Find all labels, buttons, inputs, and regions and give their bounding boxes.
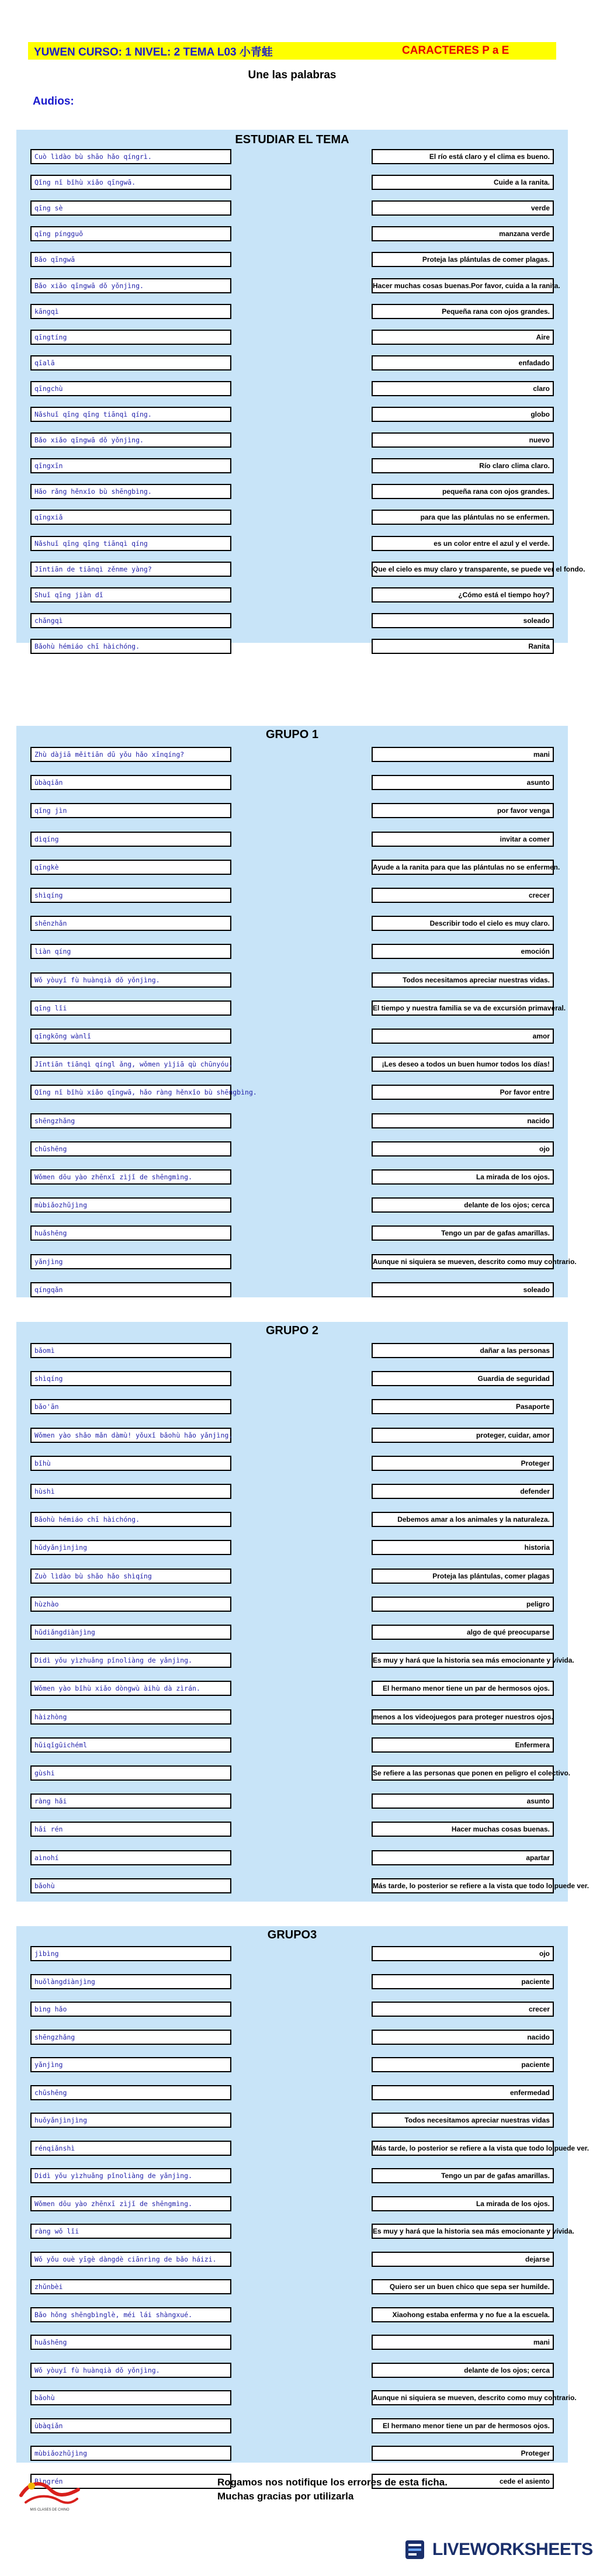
pinyin-box[interactable]: ùbàqiǎn (30, 2418, 231, 2433)
pinyin-box[interactable]: Wǒ yòuyǐ fù huànqià dǒ yǒnjìng. (30, 972, 231, 988)
pinyin-box[interactable]: yǎnjìng (30, 1254, 231, 1269)
answer-box[interactable]: globo (372, 407, 554, 422)
match-row (16, 2168, 568, 2186)
match-row (16, 972, 568, 990)
worksheet-topic: CARACTERES P a E (402, 44, 509, 57)
answer-box[interactable]: El hermano menor tiene un par de hermosos ojos. (372, 2418, 554, 2433)
answer-box[interactable]: Describir todo el cielo es muy claro. (372, 916, 554, 931)
pinyin-box[interactable]: shēnzhǎn (30, 916, 231, 931)
pinyin-box[interactable]: hǎi rén (30, 1822, 231, 1837)
answer-box[interactable]: nuevo (372, 432, 554, 448)
pinyin-box[interactable]: dìqíng (30, 832, 231, 847)
answer-box[interactable]: verde (372, 200, 554, 216)
match-row (16, 1737, 568, 1755)
match-row (16, 1709, 568, 1727)
answer-box[interactable]: Más tarde, lo posterior se refiere a la vista que todo lo puede ver. (372, 2141, 554, 2156)
match-row (16, 1113, 568, 1131)
match-row (16, 1282, 568, 1300)
section-title: GRUPO 1 (265, 728, 319, 741)
answer-box[interactable]: Ayude a la ranita para que las plántulas no se enfermen. (372, 860, 554, 875)
answer-box[interactable]: La mirada de los ojos. (372, 2196, 554, 2211)
pinyin-box[interactable]: Bǎo qīngwā (30, 252, 231, 267)
pinyin-box[interactable]: zhǔnbèi (30, 2279, 231, 2294)
match-row (16, 1625, 568, 1642)
match-row (16, 2002, 568, 2019)
pinyin-box[interactable]: liàn qíng (30, 944, 231, 959)
pinyin-box[interactable]: shìqíng (30, 888, 231, 903)
match-row (16, 252, 568, 269)
pinyin-box[interactable]: bǎohù (30, 1878, 231, 1893)
answer-box[interactable]: Pasaporte (372, 1399, 554, 1414)
answer-box[interactable]: nacido (372, 1113, 554, 1128)
answer-box[interactable]: Más tarde, lo posterior se refiere a la vista que todo lo puede ver. (372, 1878, 554, 1893)
answer-box[interactable]: es un color entre el azul y el verde. (372, 536, 554, 551)
liveworksheets-brand[interactable] (403, 2535, 593, 2564)
match-row (16, 1974, 568, 1992)
answer-box[interactable]: emoción (372, 944, 554, 959)
match-row (16, 149, 568, 167)
answer-box[interactable]: mani (372, 2335, 554, 2350)
answer-box[interactable]: delante de los ojos; cerca (372, 1197, 554, 1213)
match-row (16, 2418, 568, 2436)
answer-box[interactable]: asunto (372, 775, 554, 790)
answer-box[interactable]: Hacer muchas cosas buenas.Por favor, cuida a la ranita. (372, 278, 554, 293)
match-row (16, 200, 568, 218)
match-row (16, 562, 585, 579)
match-row (16, 1000, 568, 1018)
section-title: ESTUDIAR EL TEMA (235, 133, 349, 146)
pinyin-box[interactable]: shìqíng (30, 1371, 231, 1386)
answer-box[interactable]: menos a los videojuegos para proteger nuestros ojos. (372, 1709, 554, 1725)
pinyin-box[interactable]: qíngqǎn (30, 1282, 231, 1297)
answer-box[interactable]: enfermedad (372, 2085, 554, 2100)
section-title: GRUPO3 (267, 1928, 317, 1941)
answer-box[interactable]: Proteger (372, 1456, 554, 1471)
match-row (16, 355, 568, 373)
pinyin-box[interactable]: kāngqì (30, 304, 231, 319)
pinyin-box[interactable]: qīngkè (30, 860, 231, 875)
pinyin-box[interactable]: huǒlàngdiànjìng (30, 1974, 231, 1989)
pinyin-box[interactable]: yǎnjìng (30, 2057, 231, 2072)
answer-box[interactable]: paciente (372, 2057, 554, 2072)
pinyin-box[interactable]: Jīntiān de tiānqì zěnme yàng? (30, 562, 231, 577)
match-row (16, 916, 568, 933)
pinyin-box[interactable]: Nǎshuǐ qīng qīng tiānqì qíng (30, 536, 231, 551)
pinyin-box[interactable]: Wǒmen dōu yào zhēnxī zìjǐ de shēngmìng. (30, 1169, 231, 1185)
answer-box[interactable]: dejarse (372, 2252, 554, 2267)
pinyin-box[interactable]: chǎngqì (30, 613, 231, 628)
match-row (16, 1343, 568, 1360)
section-3 (16, 1322, 589, 1902)
pinyin-box[interactable]: hùzhào (30, 1597, 231, 1612)
match-row (16, 432, 568, 450)
pinyin-box[interactable]: bǎo'ān (30, 1399, 231, 1414)
brand-name: LIVEWORKSHEETS (432, 2540, 593, 2559)
error-notice: Rogamos nos notifique los errores de esta ficha. (217, 2477, 448, 2488)
match-row (16, 407, 568, 424)
answer-box[interactable]: Quiero ser un buen chico que sepa ser humilde. (372, 2279, 554, 2294)
match-row (16, 1597, 568, 1614)
match-row (16, 2446, 568, 2463)
match-row (16, 1822, 568, 1839)
match-row (16, 1850, 568, 1868)
pinyin-box[interactable]: Shuǐ qīng jiàn dǐ (30, 587, 231, 603)
match-row (16, 1569, 568, 1586)
pinyin-box[interactable]: qīngtíng (30, 330, 231, 345)
match-row (16, 613, 568, 631)
pinyin-box[interactable]: hùshì (30, 1484, 231, 1499)
pinyin-box[interactable]: Didì yǒu yìzhuǎng pǐnoliàng de yǎnjìng. (30, 1653, 231, 1668)
answer-box[interactable]: El río está claro y el clima es bueno. (372, 149, 554, 164)
answer-box[interactable]: Pequeña rana con ojos grandes. (372, 304, 554, 319)
pinyin-box[interactable]: qīngkōng wànlǐ (30, 1029, 231, 1044)
match-row (16, 2307, 568, 2325)
answer-box[interactable]: proteger, cuidar, amor (372, 1428, 554, 1443)
pinyin-box[interactable]: Qǐng nǐ bǐhù xiǎo qīngwā. (30, 175, 231, 190)
pinyin-box[interactable]: qīalā (30, 355, 231, 371)
pinyin-box[interactable]: qīngxiǎ (30, 510, 231, 525)
match-row (16, 1793, 568, 1811)
match-row (16, 1197, 568, 1215)
pinyin-box[interactable]: bǐhù (30, 1456, 231, 1471)
match-row (16, 1681, 568, 1698)
pinyin-box[interactable]: mùbiǎozhǔjìng (30, 2446, 231, 2461)
match-row (16, 226, 568, 244)
answer-box[interactable]: Es muy y hará que la historia sea más emocionante y vívida. (372, 1653, 554, 1668)
answer-box[interactable]: Ranita (372, 639, 554, 654)
match-row (16, 2335, 568, 2352)
answer-box[interactable]: Aire (372, 330, 554, 345)
answer-box[interactable]: Es muy y hará que la historia sea más emocionante y vívida. (372, 2224, 554, 2239)
answer-box[interactable]: apartar (372, 1850, 554, 1865)
answer-box[interactable]: crecer (372, 2002, 554, 2017)
match-row (16, 587, 568, 605)
answer-box[interactable]: manzana verde (372, 226, 554, 241)
match-row (16, 1765, 571, 1783)
match-row (16, 330, 568, 347)
answer-box[interactable]: Tengo un par de gafas amarillas. (372, 2168, 554, 2183)
pinyin-box[interactable]: Bǎohù hémiáo chī hàichóng. (30, 639, 231, 654)
answer-box[interactable]: paciente (372, 1974, 554, 1989)
answer-box[interactable]: Aunque ni siquiera se mueven, descrito como muy contrario. (372, 2390, 554, 2405)
answer-box[interactable]: algo de qué preocuparse (372, 1625, 554, 1640)
pinyin-box[interactable]: Wǒmen yào bǐhù xiǎo dòngwù àihù dà zìrán. (30, 1681, 231, 1696)
match-row (16, 1512, 568, 1529)
answer-box[interactable]: enfadado (372, 355, 554, 371)
answer-box[interactable]: ¿Cómo está el tiempo hoy? (372, 587, 554, 603)
pinyin-box[interactable]: ùbàqiǎn (30, 775, 231, 790)
pinyin-box[interactable]: bǎohù (30, 2390, 231, 2405)
pinyin-box[interactable]: huǎshēng (30, 1225, 231, 1241)
match-row (16, 1484, 568, 1501)
match-row (16, 1141, 568, 1159)
pinyin-box[interactable]: ràng hǎi (30, 1793, 231, 1809)
pinyin-box[interactable]: Qǐng nǐ bǐhù xiǎo qīngwā, hǎo ràng hěnxǐo bù shēngbìng. (30, 1085, 231, 1100)
match-row (16, 944, 568, 961)
match-row (16, 1029, 568, 1046)
pinyin-box[interactable]: qīng lǐi (30, 1000, 231, 1016)
pinyin-box[interactable]: bǎomì (30, 1343, 231, 1358)
answer-box[interactable]: peligro (372, 1597, 554, 1612)
match-row (16, 2252, 568, 2269)
answer-box[interactable]: Todos necesitamos apreciar nuestras vidas. (372, 972, 554, 988)
answer-box[interactable]: Que el cielo es muy claro y transparente, se puede ver el fondo. (372, 562, 554, 577)
match-row (16, 860, 568, 877)
answer-box[interactable]: mani (372, 747, 554, 762)
answer-box[interactable]: crecer (372, 888, 554, 903)
pinyin-box[interactable]: ràng wǒ lǐi (30, 2224, 231, 2239)
answer-box[interactable]: delante de los ojos; cerca (372, 2363, 554, 2378)
pinyin-box[interactable]: Jīntiān tiānqì qíngl ǎng, wǒmen yìjiā qù chūnyóu. (30, 1057, 231, 1072)
audios-label: Audios: (33, 95, 74, 108)
match-row (16, 304, 568, 321)
answer-box[interactable]: Se refiere a las personas que ponen en peligro el colectivo. (372, 1765, 554, 1781)
pinyin-box[interactable]: Zuò lìdào bù shǎo hǎo shìqíng (30, 1569, 231, 1584)
pinyin-box[interactable]: Cuò lìdào bù shāo hǎo qíngrì. (30, 149, 231, 164)
pinyin-box[interactable]: Bǎo xiǎo qīngwā dǒ yǒnjìng. (30, 278, 231, 293)
answer-box[interactable]: Enfermera (372, 1737, 554, 1753)
match-row (16, 2224, 574, 2241)
section-1 (16, 130, 585, 650)
liveworksheets-logo-icon (403, 2538, 426, 2561)
match-row (16, 1169, 568, 1187)
match-row (16, 175, 568, 192)
match-row (16, 278, 568, 296)
pinyin-box[interactable]: Wǒmen dōu yào zhēnxī zìjǐ de shēngmìng. (30, 2196, 231, 2211)
answer-box[interactable]: Por favor entre (372, 1085, 554, 1100)
answer-box[interactable]: cede el asiento (372, 2474, 554, 2489)
pinyin-box[interactable]: Wǒ yǒu ouè yīgè dàngdè ciānrìng de bǎo háizi. (30, 2252, 231, 2267)
answer-box[interactable]: ojo (372, 1946, 554, 1961)
answer-box[interactable]: por favor venga (372, 803, 554, 818)
answer-box[interactable]: La mirada de los ojos. (372, 1169, 554, 1185)
pinyin-box[interactable]: qīng sè (30, 200, 231, 216)
match-row (16, 484, 568, 501)
answer-box[interactable]: invitar a comer (372, 832, 554, 847)
answer-box[interactable]: ojo (372, 1141, 554, 1157)
worksheet-header (28, 42, 556, 60)
pinyin-box[interactable]: shēngzhǎng (30, 2030, 231, 2045)
pinyin-box[interactable]: gùshi (30, 1765, 231, 1781)
pinyin-box[interactable]: rénqiǎnshì (30, 2141, 231, 2156)
answer-box[interactable]: Proteja las plántulas, comer plagas (372, 1569, 554, 1584)
match-row (16, 536, 568, 553)
match-row (16, 2363, 568, 2380)
pinyin-box[interactable]: Zhù dàjiā měitiān dū yǒu hǎo xīnqíng? (30, 747, 231, 762)
pinyin-box[interactable]: mùbiǎozhǔjìng (30, 1197, 231, 1213)
match-row (16, 2390, 577, 2408)
match-row (16, 2085, 568, 2103)
match-row (16, 888, 568, 905)
pinyin-box[interactable]: Wǒmen yào shǎo mǎn dàmù! yǒuxǐ bǎohù hǎo yǎnjìng. (30, 1428, 231, 1443)
answer-box[interactable]: Cuide a la ranita. (372, 175, 554, 190)
answer-box[interactable]: Aunque ni siquiera se mueven, descrito como muy contrario. (372, 1254, 554, 1269)
match-row (16, 1399, 568, 1417)
pinyin-box[interactable]: Nǎshuǐ qīng qīng tiānqì qíng. (30, 407, 231, 422)
match-row (16, 1878, 589, 1896)
match-row (16, 510, 568, 527)
pinyin-box[interactable]: Wǒ yòuyǐ fù huànqià dǒ yǒnjìng. (30, 2363, 231, 2378)
answer-box[interactable]: El hermano menor tiene un par de hermosos ojos. (372, 1681, 554, 1696)
match-row (16, 1225, 568, 1243)
match-row (16, 1653, 574, 1670)
course-info: YUWEN CURSO: 1 NIVEL: 2 TEMA L03 小青蛙 (34, 46, 273, 58)
pinyin-box[interactable]: chūshēng (30, 2085, 231, 2100)
pinyin-box[interactable]: bìng hǎo (30, 2002, 231, 2017)
match-row (16, 832, 568, 849)
pinyin-box[interactable]: shēngzhǎng (30, 1113, 231, 1128)
answer-box[interactable]: defender (372, 1484, 554, 1499)
match-row (16, 2030, 568, 2047)
match-row (16, 2141, 589, 2158)
pinyin-box[interactable]: qīng píngguǒ (30, 226, 231, 241)
match-row (16, 2057, 568, 2075)
pinyin-box[interactable]: Bǎo xiǎo qīngwā dǒ yǒnjìng. (30, 432, 231, 448)
match-row (16, 747, 568, 764)
match-row (16, 1085, 568, 1102)
svg-text:MIS CLASES DE CHINO: MIS CLASES DE CHINO (30, 2508, 70, 2512)
pinyin-box[interactable]: huǒyǎnjìnjìng (30, 2113, 231, 2128)
match-row (16, 2196, 568, 2214)
answer-box[interactable]: Hacer muchas cosas buenas. (372, 1822, 554, 1837)
answer-box[interactable]: Xiaohong estaba enferma y no fue a la escuela. (372, 2307, 554, 2322)
match-row (16, 1540, 568, 1557)
answer-box[interactable]: Proteja las plántulas de comer plagas. (372, 252, 554, 267)
pinyin-box[interactable]: qǐng jìn (30, 803, 231, 818)
pinyin-box[interactable]: qīngxīn (30, 458, 231, 473)
pinyin-box[interactable]: hàizhòng (30, 1709, 231, 1725)
pinyin-box[interactable]: Didì yǒu yìzhuǎng pǐnoliàng de yǎnjìng. (30, 2168, 231, 2183)
answer-box[interactable]: asunto (372, 1793, 554, 1809)
answer-box[interactable]: Todos necesitamos apreciar nuestras vidas (372, 2113, 554, 2128)
pinyin-box[interactable]: Hǎo rǎng hěnxǐo bù shēngbìng. (30, 484, 231, 499)
answer-box[interactable]: dañar a las personas (372, 1343, 554, 1358)
pinyin-box[interactable]: qīngchù (30, 381, 231, 396)
match-row (16, 1946, 568, 1964)
match-row (16, 803, 568, 820)
match-row (16, 1456, 568, 1473)
match-row (16, 2279, 568, 2297)
pinyin-box[interactable]: Bǎo hǒng shēngbìnglè, méi lái shàngxué. (30, 2307, 231, 2322)
match-row (16, 1254, 577, 1272)
pinyin-box[interactable]: hǔdyǎnjìnjìng (30, 1540, 231, 1555)
section-2 (16, 726, 577, 1297)
answer-box[interactable]: amor (372, 1029, 554, 1044)
match-row (16, 775, 568, 792)
match-row (16, 1371, 568, 1389)
match-row (16, 1057, 568, 1074)
match-row (16, 639, 568, 656)
pinyin-box[interactable]: Bìngrén (30, 2474, 231, 2489)
section-title: GRUPO 2 (265, 1324, 319, 1337)
match-row (16, 2113, 568, 2130)
answer-box[interactable]: Debemos amar a los animales y la naturaleza. (372, 1512, 554, 1527)
answer-box[interactable]: Tengo un par de gafas amarillas. (372, 1225, 554, 1241)
answer-box[interactable]: historia (372, 1540, 554, 1555)
answer-box[interactable]: soleado (372, 1282, 554, 1297)
answer-box[interactable]: Río claro clima claro. (372, 458, 554, 473)
pinyin-box[interactable]: aìnohí (30, 1850, 231, 1865)
pinyin-box[interactable]: huǎshēng (30, 2335, 231, 2350)
answer-box[interactable]: pequeña rana con ojos grandes. (372, 484, 554, 499)
match-row (16, 1428, 568, 1445)
school-logo (18, 2472, 82, 2513)
answer-box[interactable]: para que las plántulas no se enfermen. (372, 510, 554, 525)
answer-box[interactable]: Proteger (372, 2446, 554, 2461)
pinyin-box[interactable]: Bǎohù hémiáo chī hàichóng. (30, 1512, 231, 1527)
answer-box[interactable]: Guardia de seguridad (372, 1371, 554, 1386)
answer-box[interactable]: ¡Les deseo a todos un buen humor todos los días! (372, 1057, 554, 1072)
match-row (16, 381, 568, 399)
pinyin-box[interactable]: jìbìng (30, 1946, 231, 1961)
pinyin-box[interactable]: hǔiqǐgūichéml (30, 1737, 231, 1753)
logo-icon (18, 2472, 82, 2513)
instructions: Une las palabras (248, 69, 337, 81)
answer-box[interactable]: nacido (372, 2030, 554, 2045)
answer-box[interactable]: El tiempo y nuestra familia se va de excursión primaveral. (372, 1000, 554, 1016)
pinyin-box[interactable]: chūshēng (30, 1141, 231, 1157)
thanks-note: Muchas gracias por utilizarla (217, 2491, 354, 2502)
match-row (16, 458, 568, 476)
pinyin-box[interactable]: hǔdiǎngdiànjìng (30, 1625, 231, 1640)
answer-box[interactable]: soleado (372, 613, 554, 628)
answer-box[interactable]: claro (372, 381, 554, 396)
